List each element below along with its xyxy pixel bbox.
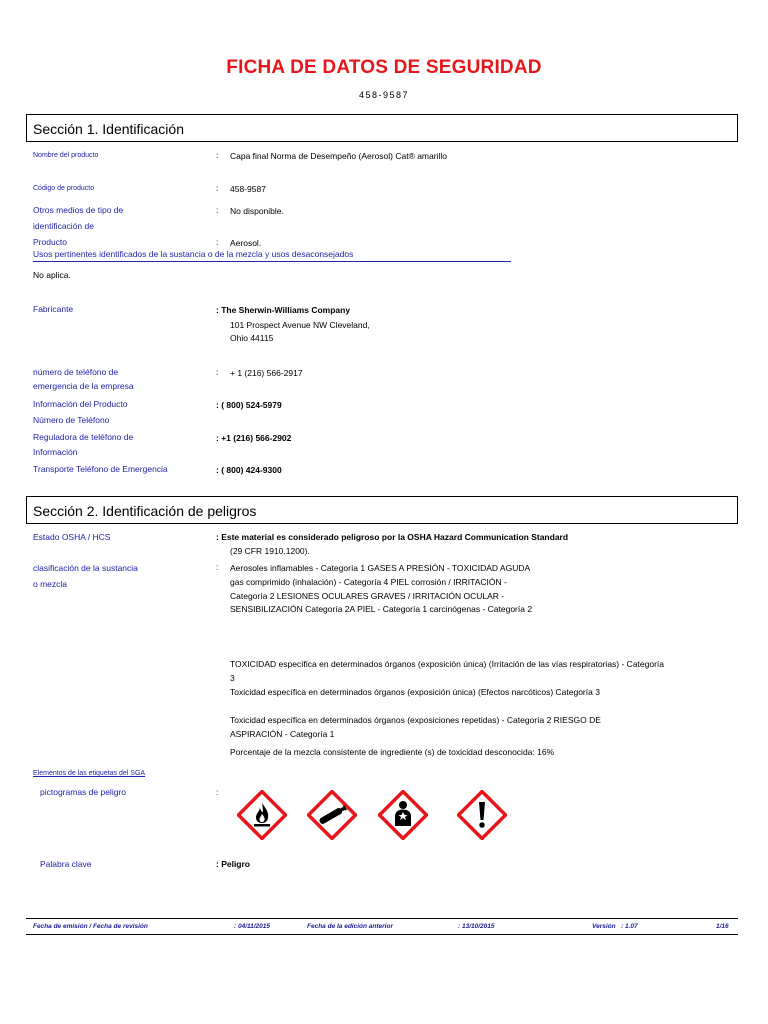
regulatory-phone: : +1 (216) 566-2902: [216, 433, 292, 443]
stot-single-1b: 3: [230, 673, 235, 683]
signal-word-value: : Peligro: [216, 859, 251, 869]
health-hazard-pictogram-icon: [378, 790, 428, 840]
osha-value-1: : Este material es considerado peligroso por la OSHA Hazard Communication Standard: [216, 532, 569, 542]
manufacturer-label: Fabricante: [33, 304, 74, 314]
unknown-toxicity: Porcentaje de la mezcla consistente de ingrediente (s) de toxicidad desconocida: 16%: [230, 747, 555, 757]
footer-top-rule: [26, 918, 738, 919]
regulatory-label-2: Información: [33, 447, 78, 457]
stot-repeated-b: ASPIRACIÓN - Categoría 1: [230, 729, 335, 739]
manufacturer-name: : The Sherwin-Williams Company: [216, 305, 351, 315]
regulatory-label-1: Reguladora de teléfono de: [33, 432, 134, 442]
stot-single-2: Toxicidad específica en determinados órganos (exposición única) (Efectos narcóticos) Categoría 3: [230, 687, 600, 697]
document-code: 458-9587: [358, 90, 410, 100]
osha-value-2: (29 CFR 1910.1200).: [230, 546, 310, 556]
product-code-value: 458-9587: [230, 184, 266, 194]
classification-value-4: SENSIBILIZACIÓN Categoría 2A PIEL - Categoría 1 carcinógenas - Categoría 2: [230, 604, 533, 614]
document-title: FICHA DE DATOS DE SEGURIDAD: [226, 57, 542, 78]
product-info-phone: : ( 800) 524-5979: [216, 400, 282, 410]
other-id-value: No disponible.: [230, 206, 284, 216]
footer-issue-date: : 04/11/2015: [234, 923, 271, 930]
classification-label-1: clasificación de la sustancia: [33, 563, 138, 573]
footer-version-label: Versión: [592, 923, 616, 930]
colon: :: [216, 150, 219, 160]
footer-issue-label: Fecha de emisión / Fecha de revisión: [33, 923, 148, 930]
colon: :: [216, 562, 219, 572]
section-2-title: Sección 2. Identificación de peligros: [33, 503, 257, 519]
uses-value: No aplica.: [33, 270, 71, 280]
emergency-label-1: número de teléfono de: [33, 367, 119, 377]
stot-single-1a: TOXICIDAD específica en determinados órganos (exposición única) (Irritación de las vías respiratorias) - Categoría: [230, 659, 665, 669]
product-name-label: Nombre del producto: [33, 152, 99, 159]
section-2-header: [26, 496, 738, 524]
product-name-value: Capa final Norma de Desempeño (Aerosol) Cat® amarillo: [230, 151, 447, 161]
signal-word-label: Palabra clave: [40, 859, 92, 869]
colon: :: [216, 787, 219, 797]
colon: :: [216, 367, 219, 377]
product-type-label: Producto: [33, 237, 68, 247]
exclamation-pictogram-icon: [457, 790, 507, 840]
transport-label: Transporte Teléfono de Emergencia: [33, 464, 168, 474]
footer-page-number: 1/16: [716, 923, 729, 930]
classification-value-1: Aerosoles inflamables - Categoría 1 GASES A PRESIÓN - TOXICIDAD AGUDA: [230, 563, 531, 573]
section-1-header: [26, 114, 738, 142]
ghs-label-elements: Elementos de las etiquetas del SGA: [33, 770, 146, 777]
manufacturer-address-1: 101 Prospect Avenue NW Cleveland,: [230, 320, 370, 330]
section-1-title: Sección 1. Identificación: [33, 121, 184, 137]
colon: :: [216, 205, 219, 215]
other-id-label-2: identificación de: [33, 221, 94, 231]
product-type-value: Aerosol.: [230, 238, 262, 248]
emergency-phone: + 1 (216) 566-2917: [230, 368, 303, 378]
colon: :: [216, 237, 219, 247]
footer-previous-label: Fecha de la edición anterior: [307, 923, 393, 930]
colon: :: [216, 183, 219, 193]
manufacturer-address-2: Ohio 44115: [230, 333, 274, 343]
product-info-label-2: Número de Teléfono: [33, 415, 110, 425]
flame-pictogram-icon: [237, 790, 287, 840]
classification-value-3: Categoría 2 LESIONES OCULARES GRAVES / IRRITACIÓN OCULAR -: [230, 591, 505, 601]
classification-value-2: gas comprimido (inhalación) - Categoría 4 PIEL corrosión / IRRITACIÓN -: [230, 577, 507, 587]
gas-cylinder-pictogram-icon: [307, 790, 357, 840]
footer-version-value: : 1.07: [621, 923, 638, 930]
uses-heading: Usos pertinentes identificados de la sustancia o de la mezcla y usos desaconsejados: [33, 248, 511, 262]
pictograms-label: pictogramas de peligro: [40, 787, 126, 797]
product-code-label: Código de producto: [33, 185, 95, 192]
emergency-label-2: emergencia de la empresa: [33, 381, 134, 391]
other-id-label-1: Otros medios de tipo de: [33, 205, 124, 215]
footer-previous-date: : 13/10/2015: [458, 923, 495, 930]
transport-phone: : ( 800) 424-9300: [216, 465, 282, 475]
product-info-label-1: Información del Producto: [33, 399, 128, 409]
osha-label: Estado OSHA / HCS: [33, 532, 111, 542]
footer-bottom-rule: [26, 934, 738, 935]
classification-label-2: o mezcla: [33, 579, 68, 589]
stot-repeated-a: Toxicidad específica en determinados órganos (exposiciones repetidas) - Categoría 2 RIESGO DE: [230, 715, 601, 725]
